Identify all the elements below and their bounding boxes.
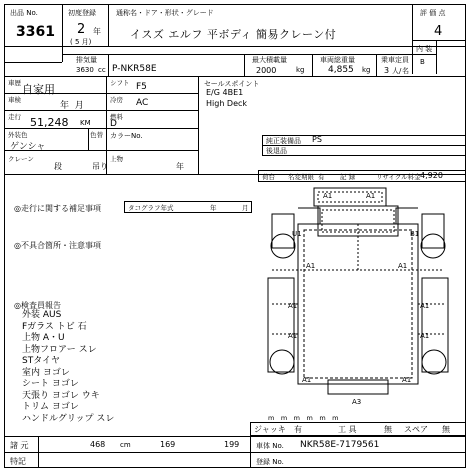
capacity-unit: 名 (402, 67, 409, 75)
first-reg-month: ( 5 月) (70, 38, 92, 46)
crane-hook: 吊り (92, 162, 108, 171)
mileage: 51,248 (30, 116, 69, 129)
length-value: 468 (90, 440, 106, 449)
rule (4, 110, 198, 111)
vehicle-use: 自家用 (22, 83, 55, 96)
price-value: 4,920 (420, 171, 443, 180)
damage-mark-u1: U1 (292, 230, 302, 238)
displacement-label: 排気量 (76, 56, 97, 64)
rule (244, 54, 245, 76)
report-line: ハンドルグリップ スレ (22, 413, 115, 424)
damage-mark-a1-rear2: A1 (402, 376, 412, 384)
genuine-equip-label: 純正装備品 (266, 137, 301, 145)
capacity-label: 乗車定員 (381, 56, 409, 64)
rule (412, 4, 413, 74)
car-name-label: 通称名・ドア・形状・グレード (116, 9, 214, 17)
score-label: 評 価 点 (420, 9, 446, 17)
chassis-number: NKR58E-7179561 (300, 440, 380, 450)
tools-value: 無 (384, 425, 392, 434)
tailgate-outline (328, 380, 388, 394)
rule (4, 62, 62, 63)
sales-point-line: E/G 4BE1 (206, 88, 244, 97)
crane-label: クレーン (8, 155, 34, 163)
rule (88, 128, 89, 150)
model-code: P-NKR58E (112, 64, 157, 74)
rule (4, 452, 466, 453)
gross-weight: 4,855 (328, 65, 354, 75)
damage-mark-a1-right2: A1 (420, 332, 430, 340)
tacho-year: 年 (210, 204, 217, 212)
record-label: 記 録 (340, 173, 356, 181)
special-label: 特記 (10, 457, 26, 466)
first-reg-label: 初度登録 (68, 9, 96, 17)
genuine-equip-value: PS (312, 135, 322, 144)
damage-mark-a1-left: A1 (288, 302, 298, 310)
rule (4, 76, 466, 77)
registration-label: 登録 No. (256, 458, 284, 466)
rule (412, 40, 466, 41)
size-label: 諸 元 (10, 441, 29, 450)
report-line: シート ヨゴレ (22, 379, 79, 389)
capacity-sep: 人/ (392, 67, 402, 75)
rule (436, 40, 437, 74)
crane-stage: 段 (54, 162, 62, 171)
displacement: 3630 (76, 66, 94, 74)
max-load-label: 最大積載量 (252, 56, 287, 64)
color-no: カラーNo. (110, 132, 143, 140)
tacho-label: タコグラフ年式 (128, 204, 174, 212)
rear-equip-label: 後退品 (266, 147, 287, 155)
defects-heading: ◎不具合箇所・注意事項 (14, 241, 101, 250)
color-value: ゲンシャ (10, 142, 46, 152)
wheel-rear-right (422, 350, 446, 374)
height-value: 199 (224, 440, 240, 449)
length-unit: cm (120, 441, 131, 449)
lot-label: 出品 No. (10, 9, 38, 17)
inspection-label: 車検 (8, 96, 21, 104)
ac-value: AC (136, 98, 149, 108)
rule (38, 436, 39, 468)
report-line: 上物フロアー スレ (22, 344, 97, 355)
lot-number: 3361 (16, 24, 55, 40)
jack-label: ジャッキ (254, 425, 286, 434)
scale-label: 荷台 (262, 173, 275, 181)
rule (4, 436, 466, 437)
damage-mark-a1-top: A1 (323, 192, 333, 200)
spare-value: 無 (442, 425, 450, 434)
rule (412, 54, 436, 55)
report-line: Fガラス トビ 石 (22, 321, 87, 332)
damage-mark-a1-top2: A1 (366, 192, 376, 200)
year-unit: 年 (93, 27, 101, 36)
damage-mark-a1: A1 (398, 262, 408, 270)
mileage-unit: KM (80, 119, 91, 127)
upper-label: 上物 (110, 155, 123, 163)
upper-value: 年 (176, 162, 184, 171)
max-load: 2000 (256, 66, 277, 75)
interior-grade: B (420, 58, 425, 66)
shift-label: シフト (110, 79, 130, 87)
damage-mark-a1-left2: A1 (288, 332, 298, 340)
sales-point-line: High Deck (206, 99, 248, 108)
driving-notes-heading: ◎走行に関する補足事項 (14, 204, 101, 213)
rule (108, 4, 109, 46)
chassis-label: 車体 No. (256, 442, 284, 450)
rule (62, 54, 412, 55)
car-name: イスズ エルフ 平ボディ 簡易クレーン付 (130, 28, 337, 41)
damage-mark-a1-right: A1 (420, 302, 430, 310)
color-no-label: 色替 (90, 131, 103, 139)
inspector-report (22, 310, 114, 425)
rule (262, 155, 466, 156)
sales-point-label: セールスポイント (204, 80, 260, 88)
report-line: 外装 AUS (22, 310, 62, 320)
report-line: トリム ヨゴレ (22, 402, 79, 412)
inspect-label: 名変期限 (288, 173, 314, 181)
dimension-ticks: m m m m m m (268, 414, 339, 422)
color-label: 外装色 (8, 131, 28, 139)
interior-label: 内 装 (416, 45, 433, 53)
wheel-rear-left (270, 350, 294, 374)
wheel-front-right (421, 234, 445, 258)
inspection-value: 年 月 (60, 101, 84, 111)
rule (198, 76, 199, 174)
inspector-report-heading: ◎検査員報告 (14, 301, 61, 310)
inspect-mark: 有 (318, 173, 325, 181)
ac-label: 冷房 (110, 96, 123, 104)
capacity: 3 (384, 66, 390, 75)
report-line: STタイヤ (22, 356, 61, 366)
damage-mark-a3: A3 (352, 398, 362, 406)
truck-diagram (258, 184, 458, 412)
rule (250, 436, 251, 468)
damage-mark-b1: B1 (410, 230, 420, 238)
rule (262, 135, 263, 155)
shift-value: F5 (136, 82, 147, 92)
rule (106, 76, 107, 174)
rule (376, 54, 377, 76)
fuel-label: 燃料 (110, 113, 123, 121)
rule (312, 54, 313, 76)
price-label: リサイクル料金 (376, 173, 421, 181)
vehicle-label: 車歴 (8, 79, 21, 87)
gross-weight-unit: kg (362, 66, 371, 74)
tools-label: 工 具 (338, 425, 357, 434)
tacho-month: 月 (242, 204, 249, 212)
report-line: 天張り ヨゴレ ウキ (22, 390, 100, 401)
jack-value: 有 (294, 425, 302, 434)
damage-mark-a1-rear: A1 (302, 376, 312, 384)
width-value: 169 (160, 440, 176, 449)
first-reg-year: 2 (77, 22, 86, 37)
spare-label: スペア (404, 425, 428, 434)
max-load-unit: kg (296, 66, 305, 74)
score: 4 (434, 24, 443, 39)
report-line: 上物 A・U (22, 333, 65, 343)
gross-weight-label: 車両総重量 (320, 56, 355, 64)
mileage-label: 走行 (8, 113, 21, 121)
displacement-unit: cc (98, 66, 106, 74)
rule (108, 54, 109, 76)
fuel-value: D (110, 119, 117, 129)
report-line: 室内 ヨゴレ (22, 367, 70, 378)
damage-mark-a1: A1 (306, 262, 316, 270)
